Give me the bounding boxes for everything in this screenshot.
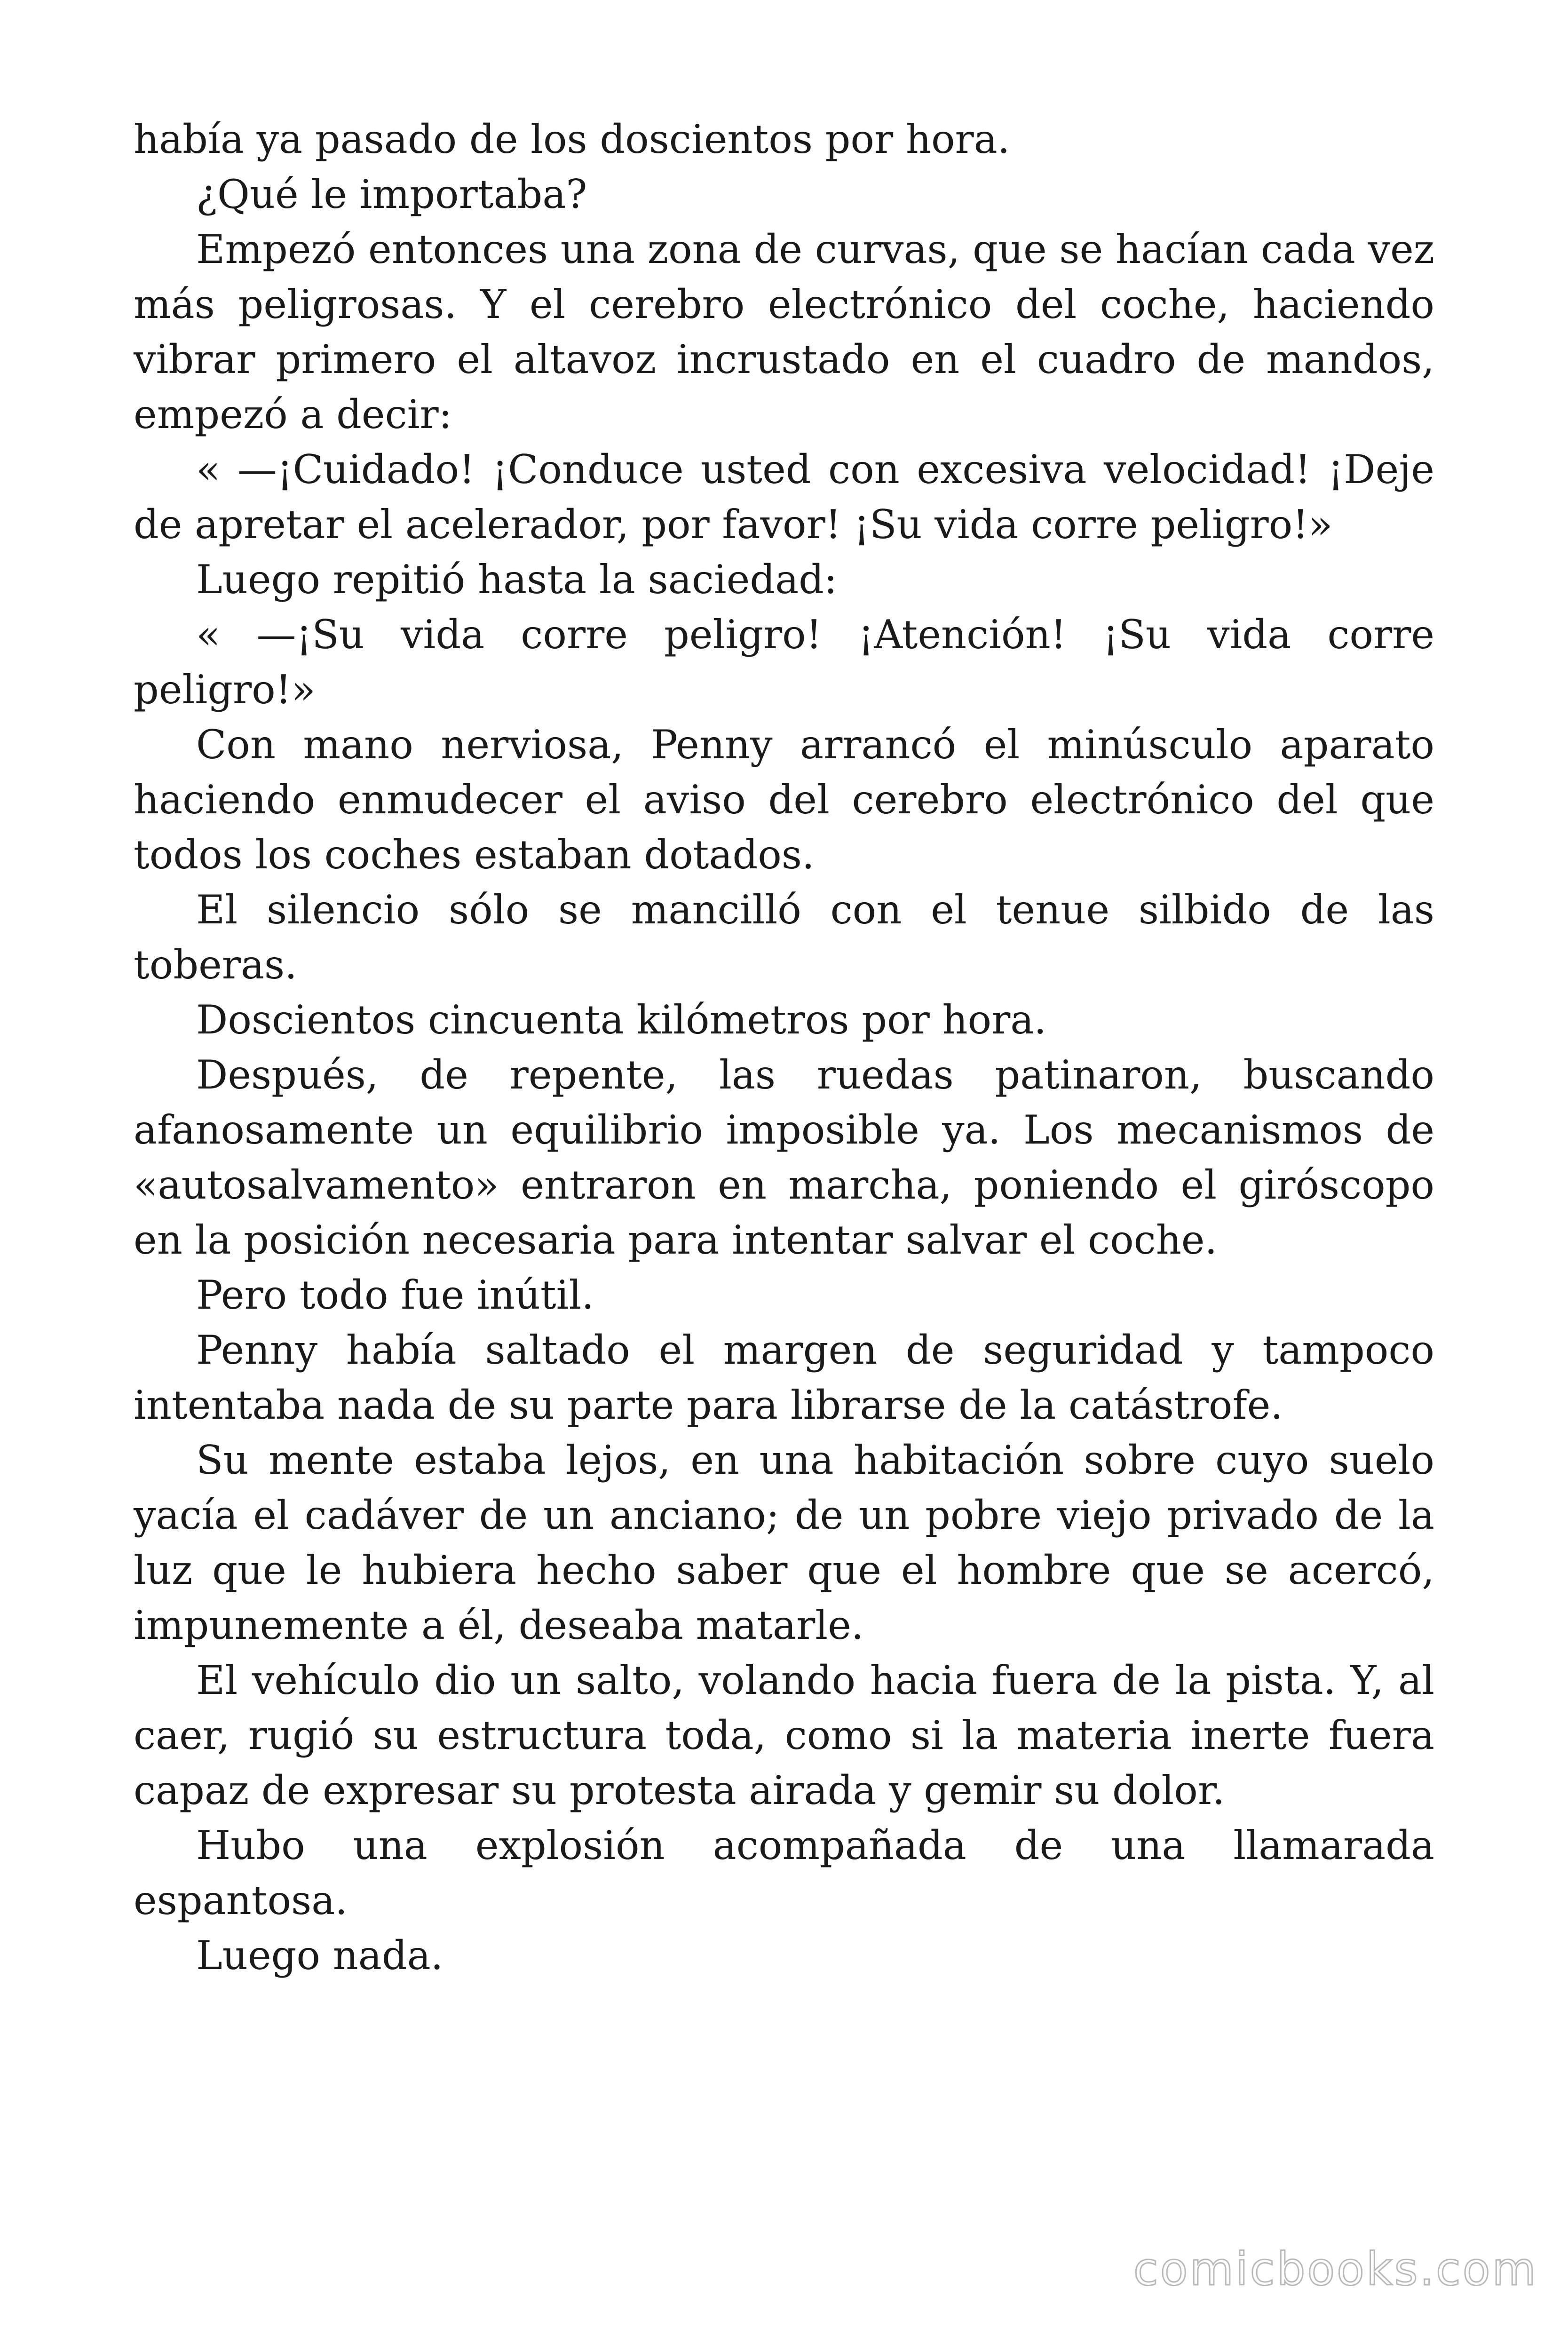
page-body [134,112,1434,1983]
paragraph: Doscientos cincuenta kilómetros por hora. [196,997,1047,1043]
paragraph: ¿Qué le importaba? [196,171,587,217]
paragraph: « —¡Su vida corre peligro! ¡Atención! ¡Su vida corre peligro!» [134,612,1434,713]
paragraph: había ya pasado de los doscientos por hora. [134,116,1010,162]
paragraph: Luego nada. [196,1932,443,1979]
paragraph: Empezó entonces una zona de curvas, que se hacían cada vez más peligrosas. Y el cerebro electrónico del coche, haciendo vibrar primero el altavoz incrustado en el cuadro de mandos, empezó a decir: [134,226,1434,437]
watermark: comicbooks.com [1133,2243,1538,2296]
paragraph: El silencio sólo se mancilló con el tenue silbido de las toberas. [134,887,1434,988]
paragraph: Penny había saltado el margen de seguridad y tampoco intentaba nada de su parte para librarse de la catástrofe. [134,1327,1434,1428]
paragraph: Hubo una explosión acompañada de una llamarada espantosa. [134,1822,1434,1923]
paragraph: Con mano nerviosa, Penny arrancó el minúsculo aparato haciendo enmudecer el aviso del cerebro electrónico del que todos los coches estaban dotados. [134,722,1434,878]
paragraph: Pero todo fue inútil. [196,1272,594,1318]
paragraph: « —¡Cuidado! ¡Conduce usted con excesiva velocidad! ¡Deje de apretar el acelerador, por favor! ¡Su vida corre peligro!» [134,446,1434,548]
paragraph: Después, de repente, las ruedas patinaron, buscando afanosamente un equilibrio imposible ya. Los mecanismos de «autosalvamento» entraron en marcha, poniendo el giróscopo en la posición necesaria para intentar salvar el coche. [134,1052,1434,1263]
paragraph: Luego repitió hasta la saciedad: [196,556,838,603]
paragraph: El vehículo dio un salto, volando hacia fuera de la pista. Y, al caer, rugió su estructura toda, como si la materia inerte fuera capaz de expresar su protesta airada y gemir su dolor. [134,1657,1434,1813]
paragraph: Su mente estaba lejos, en una habitación sobre cuyo suelo yacía el cadáver de un anciano; de un pobre viejo privado de la luz que le hubiera hecho saber que el hombre que se acercó, impunemente a él, deseaba matarle. [134,1437,1434,1648]
